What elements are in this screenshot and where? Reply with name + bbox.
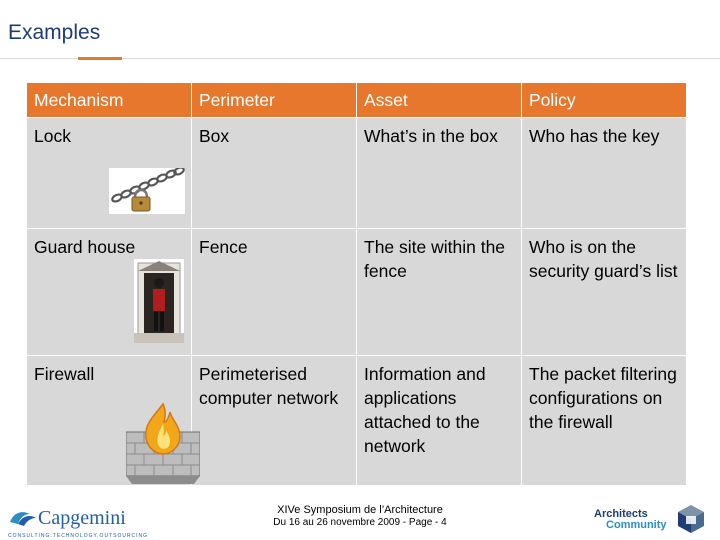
table-row <box>27 356 687 486</box>
cube-icon <box>674 502 708 536</box>
brand-name: Capgemini <box>38 507 126 529</box>
cell-text: Guard house <box>34 237 136 257</box>
brand-tagline: CONSULTING.TECHNOLOGY.OUTSOURCING <box>8 533 149 539</box>
header-cell: Asset <box>357 83 522 118</box>
community-line1: Architects <box>594 508 648 520</box>
table-row <box>27 118 687 229</box>
cell-text: Firewall <box>34 364 95 384</box>
firewall-icon <box>126 402 200 484</box>
policy-cell: Who has the key <box>522 118 687 229</box>
policy-cell: Who is on the security guard’s list <box>522 229 687 356</box>
header-cell: Mechanism <box>27 83 192 118</box>
mechanism-cell <box>27 356 192 486</box>
capgemini-logo <box>8 504 149 539</box>
asset-cell: What’s in the box <box>357 118 522 229</box>
community-line2: Community <box>606 519 667 531</box>
perimeter-cell: Box <box>192 118 357 229</box>
mechanism-cell <box>27 118 192 229</box>
header-cell: Policy <box>522 83 687 118</box>
symposium-title: XIVe Symposium de l’Architecture <box>277 504 443 516</box>
asset-cell: The site within the fence <box>357 229 522 356</box>
header-cell: Perimeter <box>192 83 357 118</box>
policy-cell: The packet filtering configurations on the firewall <box>522 356 687 486</box>
examples-table <box>26 82 687 486</box>
symposium-dates: Du 16 au 26 novembre 2009 - Page - 4 <box>273 517 447 528</box>
mechanism-cell <box>27 229 192 356</box>
table-row <box>27 229 687 356</box>
capgemini-spade-icon <box>8 508 38 528</box>
perimeter-cell: Perimeterised computer network <box>192 356 357 486</box>
cell-text: Lock <box>34 126 71 146</box>
slide-title: Examples <box>8 21 101 44</box>
slide-footer <box>0 496 720 540</box>
guard-house-icon <box>134 259 184 343</box>
title-accent-bar <box>78 57 122 60</box>
asset-cell: Information and applications attached to the network <box>357 356 522 486</box>
perimeter-cell: Fence <box>192 229 357 356</box>
padlock-chain-icon <box>109 168 185 214</box>
architects-community-logo <box>594 508 714 538</box>
table-header-row <box>27 83 687 118</box>
